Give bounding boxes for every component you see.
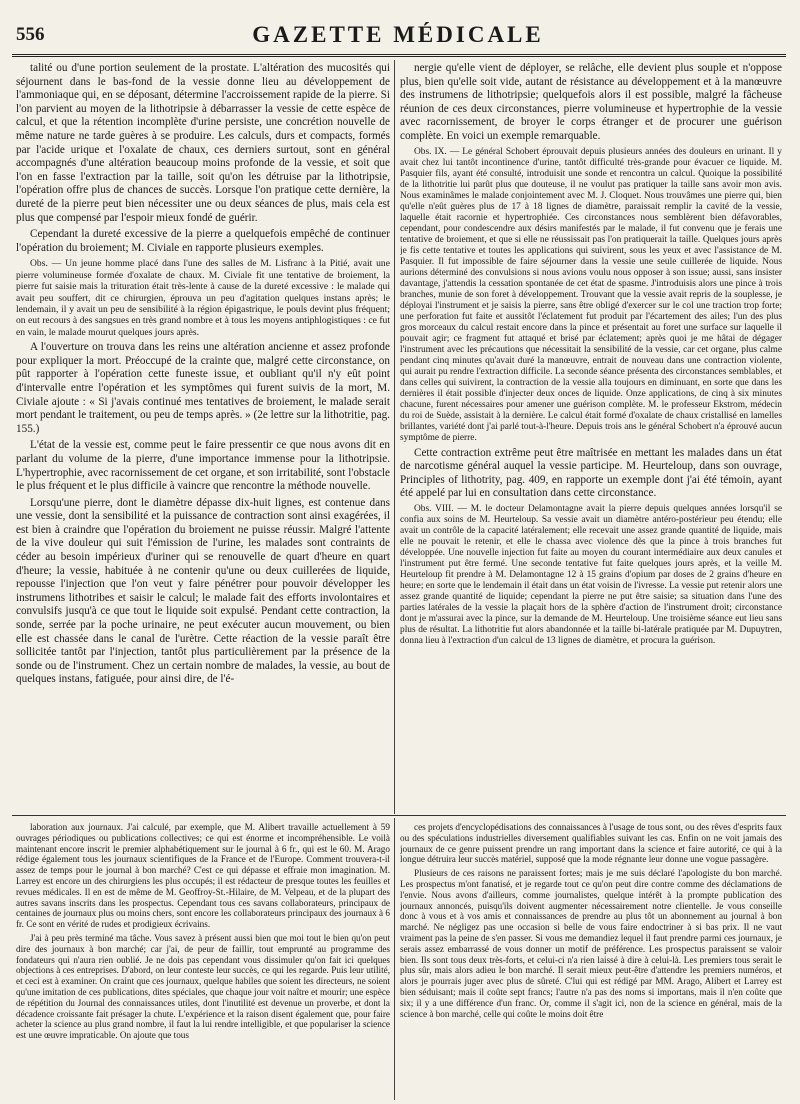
paragraph: Lorsqu'une pierre, dont le diamètre dépasse dix-huit lignes, est contenue dans une vessie, dont la sensibilité et la puissance de contraction sont ainsi exagérées, il est bien à craindre que l'opération du broiement ne puisse réussir. Malgré l'attente de la vive douleur qui suit l'émission de l'urine, les malades sont contraints de céder au besoin impérieux d'uriner qui se renouvelle de quart d'heure en quart d'heure; la vessie, habituée à ne contenir qu'une ou deux cuillerées de liquide, repousse l'injection que l'on veut y faire pénétrer pour pouvoir développer les instrumens lithotribes et saisir le calcul; le malade fait des efforts involontaires et convulsifs jusqu'à ce que tout le liquide soit expulsé. Pendant cette contraction, la sonde, serrée par la poche urinaire, ne peut exécuter aucun mouvement, ou bien elle est chassée dans le canal de l'urètre. Cette réaction de la vessie paraît être sollicitée tantôt par l'injection, tantôt plus particulièrement par la présence de la sonde ou de l'instrument. Chez un certain nombre de malades, la vessie, au bout de quelques instans, fatiguée, pour ainsi dire, de l'é- (16, 496, 390, 686)
paragraph: Cette contraction extrême peut être maîtrisée en mettant les malades dans un état de narcotisme général auquel la vessie participe. M. Heurteloup, dans son ouvrage, Principles of lithotrity, pag. 409, en rapporte un exemple dont j'ai été témoin, ayant été appelé par lui en consultation dans cette circonstance. (400, 446, 782, 500)
paragraph: nergie qu'elle vient de déployer, se relâche, elle devient plus souple et n'oppose plus, bien qu'elle soit vide, autant de résistance au développement et à la manœuvre des instrumens de lithotripsie; quelquefois alors il est possible, malgré la fâcheuse réunion de ces deux circonstances, pierre volumineuse et hypertrophie de la vessie avec racornissement, de broyer le corps étranger et de procurer une guérison complète. En voici un exemple remarquable. (400, 62, 782, 142)
column-divider-bottom (394, 818, 395, 1100)
paragraph: talité ou d'une portion seulement de la prostate. L'altération des mucosités qui séjournent dans le bas-fond de la vessie donne lieu au développement de l'ammoniaque qui, en se déposant, détermine l'accroissement rapide de la pierre. Si l'on parvient au moyen de la lithotripsie à débarrasser la vessie de cette espèce de calcul, et que la rétention incomplète d'urine persiste, une concrétion nouvelle de même nature ne tarde guères à se produire. Les calculs, durs et compacts, formés par l'acide urique et l'oxalate de chaux, ces derniers surtout, sont en général accompagnés d'une altération beaucoup moins profonde de la vessie, et soit que l'on en fasse l'extraction par la taille, soit qu'on les détruise par la lithotripsie, l'opération offre plus de chances de succès. Lorsque l'on pratique cette dernière, la dureté de la pierre peut bien nécessiter une ou deux séances de plus, mais cela est plus que compensé par l'espoir mieux fondé de guérir. (16, 62, 390, 224)
journal-title: GAZETTE MÉDICALE (252, 22, 544, 47)
paragraph: A l'ouverture on trouva dans les reins une altération ancienne et assez profonde pour expliquer la mort. Préoccupé de la crainte que, malgré cette circonstance, on pût rapporter à l'opération cette funeste issue, et oubliant qu'il n'y eût point d'intervalle entre l'opération et les symptômes qui furent suivis de la mort, M. Civiale ajoute : « Si j'avais continué mes tentatives de broiement, le malade serait mort pendant le traitement, ou peu de temps après. » (2e lettre sur la lithotritie, pag. 155.) (16, 341, 390, 435)
page-header (10, 22, 786, 50)
header-rule (12, 54, 786, 57)
observation-paragraph: Obs. IX. — Le général Schobert éprouvait depuis plusieurs années des douleurs en urinant. Il y avait chez lui tantôt incontinence d'urine, tantôt difficulté très-grande pour évacuer ce liquide. M. Pasquier fils, ayant été consulté, introduisit une sonde et rencontra un calcul. Quoique la possibilité de la lithotritie lui parût plus que douteuse, il ne voulut pas pratiquer la taille sans avoir mon avis. Nous examinâmes le malade conjointement avec M. J. Cloquet. Nous trouvâmes une pierre qui, bien qu'elle n'eût guères plus de 17 à 18 lignes de diamètre, paraissait remplir la cavité de la vessie, laquelle était racornie et hypertrophiée. Ces circonstances nous semblèrent bien défavorables, cependant, pour condescendre aux désirs manifestés par le malade, il fut convenu que je ferais une tentative de broiement, et que si elle ne réussissait pas l'on pratiquerait la taille. Quelques jours après je fis cette tentative et toutes les applications qui suivirent, sous les yeux et avec l'assistance de M. Pasquier. Il fut impossible de faire séjourner dans la vessie une seule cuillerée de liquide. Nous aurions déterminé des convulsions si nous avions voulu nous opposer à son issue; aussi, sans insister davantage, j'attendis la cessation spontanée de cet état de spasme. J'introduisis alors une pince à trois branches, munie de son foret à développement. Trouvant que la vessie avait repris de la souplesse, je déployai l'instrument et je saisis la pierre, sans être obligé d'exercer sur le col une traction trop forte; une perforation fut faite et aussitôt l'éclatement fut produit par l'écartement des ailes; l'un des plus gros morceaux du calcul restait encore dans la pince et présentait au foret une surface sur laquelle il pouvait agir; ce fragment fut attaqué et brisé par éclatement; après quoi je me hâtai de dégager l'instrument avec les précautions que nécessitait la sensibilité de la vessie, car cet organe, plus calme pendant cinq minutes qu'avait duré la manœuvre, entrait de nouveau dans une contraction violente, qui aurait pu rendre l'extraction difficile. La seconde séance présenta des circonstances semblables, et dans celles qui suivirent, la contraction de la vessie alla toujours en diminuant, en sorte que dans les dernières il était possible d'injecter deux onces de liquide. Onze applications, de cinq à six minutes chacune, furent nécessaires pour amener une guérison complète. M. le professeur Ekstrom, médecin du roi de Suède, assistait à la dernière. Le calcul était formé d'oxalate de chaux cristallisé en lamelles brillantes, variété dont j'ai parlé tout-à-l'heure. Depuis trois ans le général Schobert n'a éprouvé aucun symptôme de pierre. (400, 146, 782, 443)
feuilleton-left (16, 822, 390, 1097)
observation-paragraph: Obs. — Un jeune homme placé dans l'une des salles de M. Lisfranc à la Pitié, avait une pierre volumineuse formée d'oxalate de chaux. M. Civiale fit une tentative de broiement, la pierre fut saisie mais la trituration était très-lente à cause de la dureté excessive : le malade qui avait peu souffert, dit ce chirurgien, éprouva un peu d'agitation quelques instans après; le lendemain, il y avait un peu de sensibilité à la région épigastrique, le pouls devint plus fréquent; on eut recours à des sangsues en très grand nombre et à tous les moyens antiphlogistiques : ce fut en vain, le malade mourut quelques jours après. (16, 258, 390, 338)
page-number: 556 (16, 24, 45, 45)
column-divider (394, 60, 395, 814)
column-left (16, 62, 390, 810)
paragraph: Plusieurs de ces raisons ne paraissent fortes; mais je me suis déclaré l'apologiste du bon marché. Les prospectus m'ont fanatisé, et je regarde tout ce qu'on peut dire contre comme des déclamations de l'envie. Nous avons d'ailleurs, comme journalistes, quelque intérêt à la prompte publication des journaux annoncés, puisqu'ils doivent augmenter nécessairement notre clientelle. Je vous conseille donc à vous et à vos amis et connaissances de prendre au plus tôt un abonnement au journal à bon marché. Ne négligez pas une occasion si belle de vous faire endoctriner à si bas prix. Il ne vaut vraiment pas la peine de s'en passer. Si vous me demandiez lequel il faut prendre parmi ces journaux, je serais assez embarrassé de vous donner un motif de préférence. Les prospectus paraissent se valoir bien. Ils sont tous deux très-forts, et celui-ci n'a rien laissé à dire à celui-là. Les premiers tous serait le plus sûr, mais alors adieu le bon marché. Il serait mieux peut-être d'attendre les premiers numéros, et alors je pourrais juger avec plus de sûreté. C'lui qui est rédigé par MM. Arago, Alibert et Larrey est bien séduisant; mais il coûte sept francs; l'autre n'a pas des noms si importans, mais il n'en coûte que six; il y a une différence d'un franc. Or, comme il s'agit ici, non de la science en général, mais de la science à bon marché, celle qui coûte le moins doit être (400, 868, 782, 1019)
paragraph: Cependant la dureté excessive de la pierre a quelquefois empêché de continuer l'opération du broiement; M. Civiale en rapporte plusieurs exemples. (16, 228, 390, 254)
paragraph: laboration aux journaux. J'ai calculé, par exemple, que M. Alibert travaille actuellement à 59 ouvrages périodiques ou publications collectives; ce qui est énorme et incompréhensible. Le voilà maintenant encore inscrit le premier alphabétiquement sur le journal à 6 fr., qui est le 60. M. Arago rédige également tous les journaux scientifiques de la France et de l'Europe. Comment trouvera-t-il assez de temps pour le journal à bon marché? C'est ce qui dépasse et effraie mon imagination. M. Larrey est encore un des chirurgiens les plus occupés; il est rédacteur de presque toutes les feuilles et revues médicales. Il en est de même de M. Geoffroy-St.-Hilaire, de M. Velpeau, et de la plupart des autres savans inscrits dans les prospectus. Cependant tous ces savans collaborateurs, principaux de centaines de journaux plus ou moins chers, sont encore les collaborateurs principaux des journaux à 6 fr. Ce sont en vérité de rudes et prodigieux écrivains. (16, 822, 390, 930)
paragraph: J'ai à peu près terminé ma tâche. Vous savez à présent aussi bien que moi tout le bien qu'on peut dire des journaux à bon marché; car j'ai, de peur de faillir, tout emprunté au programme des fondateurs qui n'aura rien oublié. Je ne dois pas cependant vous dissimuler qu'on fait ici quelques objections à ces entreprises. D'abord, on leur conteste leur succès, ce qui les regarde. Puis leur utilité, et ceci est à examiner. On craint que ces journaux, quelque habiles que soient les directeurs, ne soient qu'une imitation de ces publications, dites spéciales, que chaque jour voit naître et mourir; une espèce de répétition du Journal des connaissances utiles, dont l'inutilité est devenue un proverbe, et dont la décadence croissante fait présager la chute. L'expérience et la raison disent également que, pour faire acheter la science au plus grand nombre, il faut la lui rendre intelligible, et que populariser la science est une œuvre impraticable. On ajoute que tous (16, 932, 390, 1041)
observation-paragraph: Obs. VIII. — M. le docteur Delamontagne avait la pierre depuis quelques années lorsqu'il se confia aux soins de M. Heurteloup. Sa vessie avait un diamètre antéro-postérieur peu étendu; elle avait un contrôle de la capacité latéralement; elle recevait une assez grande quantité de liquide, mais elle ne pouvait le retenir, et elle le chassa avec violence dès que la pince à trois branches fut développée. Une nouvelle injection fut faite au moyen du courant intermédiaire aux deux canules et l'instrument put être fermé. Une seconde tentative fut faite quelques jours après, et la veille M. Heurteloup fit prendre à M. Delamontagne 12 à 15 grains d'opium par doses de 2 grains d'heure en heure; en sorte que le lendemain il était dans un état voisin de l'ivresse. La vessie put retenir alors une assez grande quantité de liquide; cependant la pierre ne put être saisie; sa situation dans l'une des parties latérales de la vessie la plaçait hors de la sphère d'action de l'instrument droit; circonstance dont je m'assurai avec la pince, sur la demande de M. Heurteloup. Une troisième séance eut lieu sans plus de résultat. La lithotritie fut alors abandonnée et la taille bi-latérale pratiquée par M. Dupuytren, donna lieu à l'extraction d'un calcul de 13 lignes de diamètre, et procura la guérison. (400, 503, 782, 646)
feuilleton-rule (12, 815, 786, 816)
column-right (400, 62, 782, 810)
paragraph: L'état de la vessie est, comme peut le faire pressentir ce que nous avons dit en parlant du volume de la pierre, d'une importance immense pour la lithotripsie. L'hypertrophie, avec racornissement de cet organe, et son irritabilité, sont l'obstacle le plus fréquent et le plus difficile à vaincre que rencontre la méthode nouvelle. (16, 439, 390, 493)
paragraph: ces projets d'encyclopédisations des connaissances à l'usage de tous sont, ou des rêves d'esprits faux ou des spéculations industrielles diversement qualifiables suivant les cas. Enfin on ne voit jamais des journaux de ce genre puissent prendre un rang important dans la science et faire autorité, ce qui à la longue détruira leur succès matériel, supposé que la mode régnante leur donne une vogue passagère. (400, 822, 782, 865)
feuilleton-right (400, 822, 782, 1097)
